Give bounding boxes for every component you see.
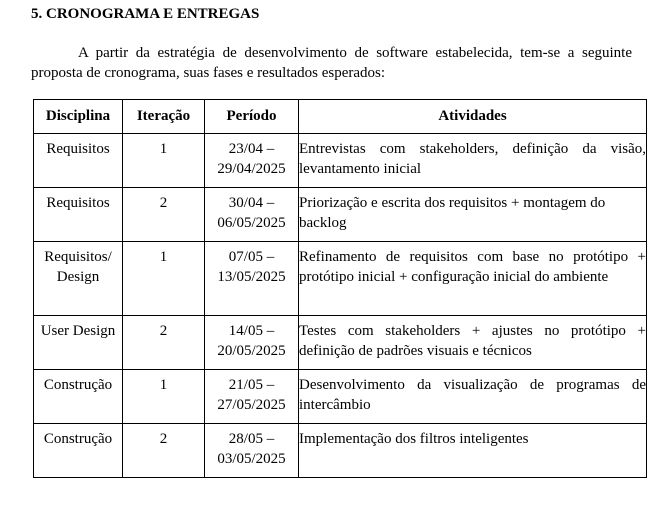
cell-activities: Entrevistas com stakeholders, definição da visão, levantamento inicial — [299, 134, 647, 188]
period-end: 27/05/2025 — [217, 396, 286, 413]
table-row — [34, 134, 647, 188]
period-start: 14/05 – — [228, 323, 275, 339]
schedule-table — [33, 99, 647, 478]
intro-paragraph: A partir da estratégia de desenvolvimento de software estabelecida, tem-se a seguinte proposta de cronograma, suas fases e resultados esperados: — [31, 45, 632, 81]
period-end: 03/05/2025 — [217, 450, 286, 467]
cell-iteration: 2 — [123, 188, 205, 242]
cell-iteration: 2 — [123, 424, 205, 478]
cell-period — [205, 188, 299, 242]
cell-period — [205, 424, 299, 478]
cell-period — [205, 242, 299, 316]
period-start: 28/05 – — [228, 431, 275, 447]
header-discipline: Disciplina — [34, 100, 123, 134]
cell-discipline: Requisitos — [34, 134, 123, 188]
cell-iteration: 1 — [123, 242, 205, 316]
cell-discipline: Construção — [34, 370, 123, 424]
header-iteration: Iteração — [123, 100, 205, 134]
cell-activities: Priorização e escrita dos requisitos + montagem do backlog — [299, 188, 647, 242]
cell-activities: Refinamento de requisitos com base no protótipo + protótipo inicial + configuração inicial do ambiente — [299, 242, 647, 316]
period-start: 23/04 – — [228, 141, 275, 157]
cell-iteration: 1 — [123, 134, 205, 188]
table-row — [34, 242, 647, 316]
period-start: 30/04 – — [228, 195, 275, 211]
table-header-row — [34, 100, 647, 134]
cell-activities: Testes com stakeholders + ajustes no protótipo + definição de padrões visuais e técnicos — [299, 316, 647, 370]
cell-discipline: Requisitos/ Design — [34, 242, 123, 316]
cell-period — [205, 316, 299, 370]
cell-discipline: User Design — [34, 316, 123, 370]
cell-iteration: 1 — [123, 370, 205, 424]
cell-discipline: Requisitos — [34, 188, 123, 242]
period-start: 07/05 – — [228, 249, 275, 265]
period-end: 13/05/2025 — [217, 268, 286, 285]
cell-activities: Implementação dos filtros inteligentes — [299, 424, 647, 478]
table-row — [34, 370, 647, 424]
table-row — [34, 188, 647, 242]
cell-activities: Desenvolvimento da visualização de programas de intercâmbio — [299, 370, 647, 424]
table-row — [34, 424, 647, 478]
cell-discipline: Construção — [34, 424, 123, 478]
section-heading: 5. CRONOGRAMA E ENTREGAS — [31, 6, 260, 22]
period-start: 21/05 – — [228, 377, 275, 393]
cell-period — [205, 134, 299, 188]
period-end: 29/04/2025 — [217, 160, 286, 177]
cell-period — [205, 370, 299, 424]
table-row — [34, 316, 647, 370]
header-period: Período — [205, 100, 299, 134]
period-end: 20/05/2025 — [217, 342, 286, 359]
period-end: 06/05/2025 — [217, 214, 286, 231]
cell-iteration: 2 — [123, 316, 205, 370]
header-activities: Atividades — [299, 100, 647, 134]
